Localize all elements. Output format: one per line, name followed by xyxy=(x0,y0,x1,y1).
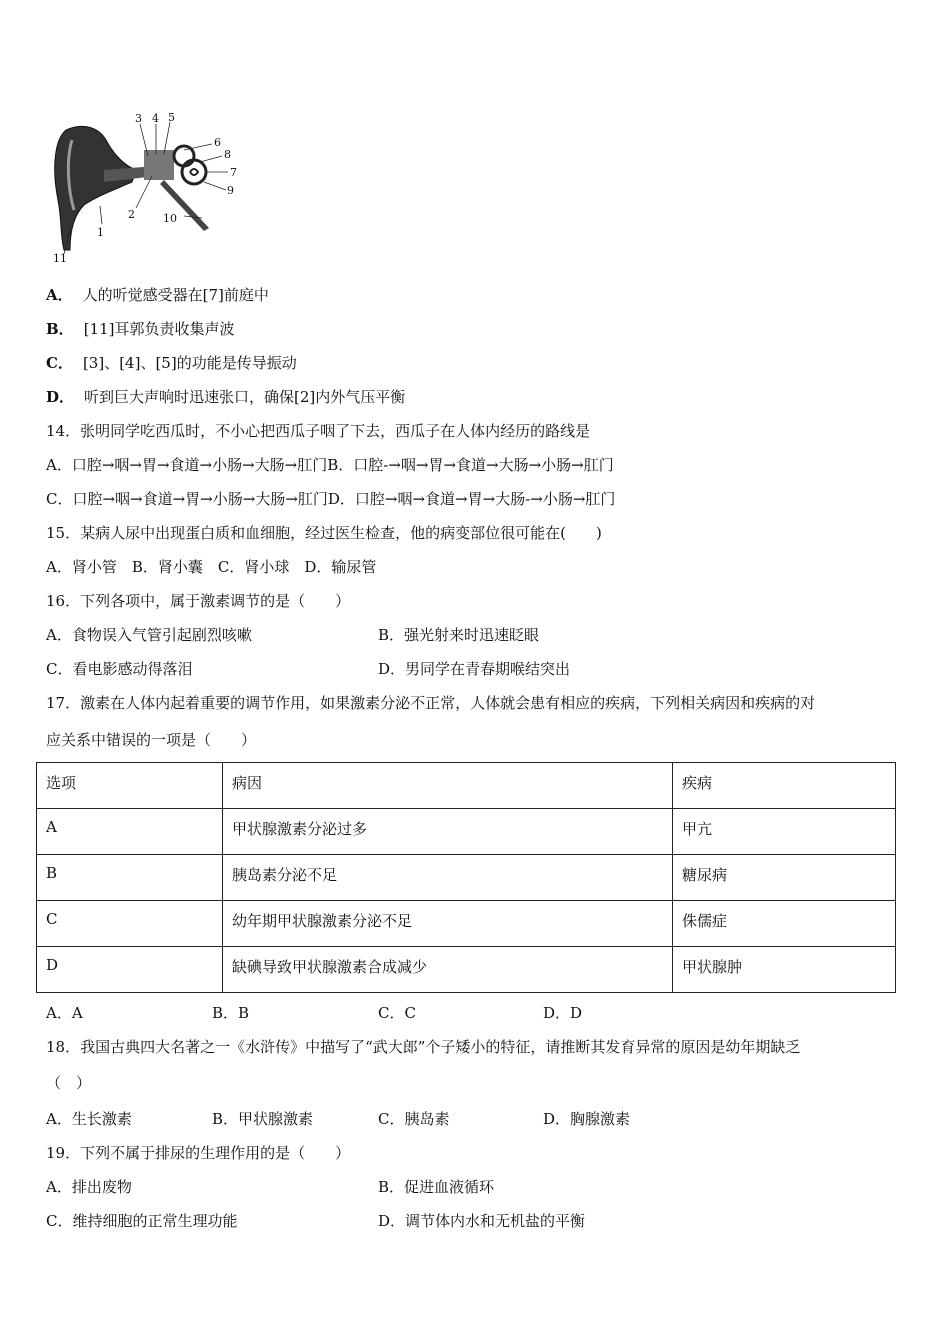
ear-diagram xyxy=(44,110,254,266)
table-row xyxy=(37,809,896,855)
q13-option-d[interactable]: D． 听到巨大声响时迅速张口，确保[2]内外气压平衡 xyxy=(46,388,406,406)
diagram-label-11: 11 xyxy=(53,252,67,265)
q17-option-b[interactable]: B．B xyxy=(212,1004,250,1022)
q17-stem-line1: 17．激素在人体内起着重要的调节作用，如果激素分泌不正常，人体就会患有相应的疾病，下列相关病因和疾病的对 xyxy=(46,694,816,712)
q14-options-cd[interactable]: C．口腔→咽→食道→胃→小肠→大肠→肛门D．口腔→咽→食道→胃→大肠-→小肠→肛门 xyxy=(46,490,616,508)
q18-stem-line2: （ ） xyxy=(46,1074,92,1092)
table-row xyxy=(37,855,896,901)
table-cell: C xyxy=(37,901,223,947)
q18-option-d[interactable]: D．胸腺激素 xyxy=(543,1110,631,1128)
diagram-label-8: 8 xyxy=(224,148,231,161)
q19-option-c[interactable]: C．维持细胞的正常生理功能 xyxy=(46,1212,238,1230)
table-header-cause: 病因 xyxy=(223,763,673,809)
table-cell: B xyxy=(37,855,223,901)
table-row xyxy=(37,901,896,947)
q14-stem: 14．张明同学吃西瓜时，不小心把西瓜子咽了下去，西瓜子在人体内经历的路线是 xyxy=(46,422,591,440)
q18-stem-line1: 18．我国古典四大名著之一《水浒传》中描写了“武大郎”个子矮小的特征，请推断其发育异常的原因是幼年期缺乏 xyxy=(46,1038,801,1056)
table-cell: 甲状腺激素分泌过多 xyxy=(223,809,673,855)
q18-option-c[interactable]: C．胰岛素 xyxy=(378,1110,450,1128)
q16-stem: 16．下列各项中，属于激素调节的是（ ） xyxy=(46,592,351,610)
q18-option-b[interactable]: B．甲状腺激素 xyxy=(212,1110,314,1128)
diagram-label-1: 1 xyxy=(97,226,104,239)
table-cell: 幼年期甲状腺激素分泌不足 xyxy=(223,901,673,947)
q19-stem: 19．下列不属于排尿的生理作用的是（ ） xyxy=(46,1144,351,1162)
table-row xyxy=(37,947,896,993)
q18-option-a[interactable]: A．生长激素 xyxy=(46,1110,132,1128)
diagram-label-5: 5 xyxy=(168,111,175,124)
table-cell: 糖尿病 xyxy=(673,855,896,901)
table-cell: 缺碘导致甲状腺激素合成减少 xyxy=(223,947,673,993)
q17-option-c[interactable]: C．C xyxy=(378,1004,416,1022)
table-cell: 甲亢 xyxy=(673,809,896,855)
table-cell: A xyxy=(37,809,223,855)
q16-option-b[interactable]: B．强光射来时迅速眨眼 xyxy=(378,626,540,644)
q16-option-a[interactable]: A．食物误入气管引起剧烈咳嗽 xyxy=(46,626,252,644)
table-cell: 侏儒症 xyxy=(673,901,896,947)
q19-option-a[interactable]: A．排出废物 xyxy=(46,1178,132,1196)
table-header-option: 选项 xyxy=(37,763,223,809)
table-header-disease: 疾病 xyxy=(673,763,896,809)
q17-stem-line2: 应关系中错误的一项是（ ） xyxy=(46,731,257,749)
q16-option-c[interactable]: C．看电影感动得落泪 xyxy=(46,660,193,678)
table-header-row xyxy=(37,763,896,809)
diagram-label-2: 2 xyxy=(128,208,135,221)
diagram-label-3: 3 xyxy=(135,112,142,125)
q13-option-c[interactable]: C． [3]、[4]、[5]的功能是传导振动 xyxy=(46,354,297,372)
q17-table xyxy=(36,762,896,993)
q15-options[interactable]: A．肾小管 B．肾小囊 C．肾小球 D．输尿管 xyxy=(46,558,377,576)
q15-stem: 15．某病人尿中出现蛋白质和血细胞，经过医生检查，他的病变部位很可能在( ) xyxy=(46,524,602,542)
table-cell: D xyxy=(37,947,223,993)
q13-option-b[interactable]: B． [11]耳郭负责收集声波 xyxy=(46,320,235,338)
q14-options-ab[interactable]: A．口腔→咽→胃→食道→小肠→大肠→肛门B．口腔-→咽→胃→食道→大肠→小肠→肛门 xyxy=(46,456,614,474)
q17-option-d[interactable]: D．D xyxy=(543,1004,583,1022)
diagram-label-7: 7 xyxy=(230,166,237,179)
q17-option-a[interactable]: A．A xyxy=(46,1004,83,1022)
table-cell: 胰岛素分泌不足 xyxy=(223,855,673,901)
q13-option-a[interactable]: A． 人的听觉感受器在[7]前庭中 xyxy=(46,286,269,304)
q16-option-d[interactable]: D．男同学在青春期喉结突出 xyxy=(378,660,571,678)
diagram-label-9: 9 xyxy=(227,184,234,197)
diagram-label-10: 10 xyxy=(163,212,177,225)
diagram-label-4: 4 xyxy=(152,112,159,125)
table-cell: 甲状腺肿 xyxy=(673,947,896,993)
q19-option-d[interactable]: D．调节体内水和无机盐的平衡 xyxy=(378,1212,586,1230)
q19-option-b[interactable]: B．促进血液循环 xyxy=(378,1178,495,1196)
diagram-label-6: 6 xyxy=(214,136,221,149)
